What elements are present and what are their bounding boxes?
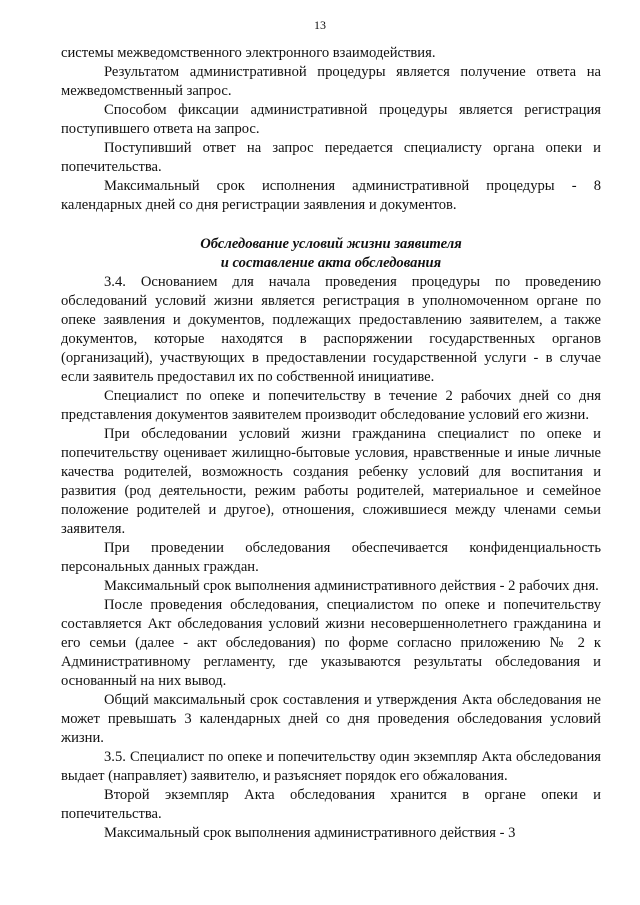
paragraph: Второй экземпляр Акта обследования хранится в органе опеки и попечительства. — [61, 787, 601, 822]
paragraph: Максимальный срок исполнения административной процедуры - 8 календарных дней со дня регистрации заявления и документов. — [61, 178, 601, 213]
paragraph: При обследовании условий жизни гражданина специалист по опеке и попечительству оценивает жилищно-бытовые условия, нравственные и иные личные качества родителей, возможность создания ребенку условий для воспитания и развития (род деятельности, режим работы родителей, материальное и семейное положение родителей и другое), отношения, сложившиеся между членами семьи заявителя. — [61, 426, 601, 537]
paragraph: Результатом административной процедуры является получение ответа на межведомственный запрос. — [61, 64, 601, 99]
section-heading-line: и составление акта обследования — [220, 255, 442, 271]
paragraph: 3.5. Специалист по опеке и попечительству один экземпляр Акта обследования выдает (направляет) заявителю, и разъясняет порядок его обжалования. — [61, 749, 601, 784]
paragraph: Поступивший ответ на запрос передается специалисту органа опеки и попечительства. — [61, 140, 601, 175]
section-heading — [61, 235, 601, 273]
paragraph: системы межведомственного электронного взаимодействия. — [61, 45, 436, 61]
paragraph: При проведении обследования обеспечивается конфиденциальность персональных данных граждан. — [61, 540, 601, 575]
paragraph: Максимальный срок выполнения административного действия - 2 рабочих дня. — [104, 578, 599, 594]
paragraph: Максимальный срок выполнения административного действия - 3 — [104, 825, 516, 841]
document-body — [61, 44, 601, 843]
page-number: 13 — [314, 18, 326, 32]
section-heading-line: Обследование условий жизни заявителя — [200, 236, 462, 252]
paragraph: После проведения обследования, специалистом по опеке и попечительству составляется Акт обследования условий жизни несовершеннолетнего гражданина и его семьи (далее - акт обследования) по форме согласно приложению № 2 к Административному регламенту, где указываются результаты обследования и основанный на них вывод. — [61, 597, 601, 689]
paragraph: 3.4. Основанием для начала проведения процедуры по проведению обследований условий жизни является регистрация в уполномоченном органе по опеке заявления и документов, подлежащих предоставлению заявителем, а также документов, которые находятся в распоряжении государственных органов (организаций), участвующих в предоставлении государственной услуги - в случае если заявитель предоставил их по собственной инициативе. — [61, 274, 601, 385]
paragraph: Способом фиксации административной процедуры является регистрация поступившего ответа на запрос. — [61, 102, 601, 137]
paragraph: Общий максимальный срок составления и утверждения Акта обследования не может превышать 3 календарных дней со дня проведения обследования условий жизни. — [61, 692, 601, 746]
paragraph: Специалист по опеке и попечительству в течение 2 рабочих дней со дня представления документов заявителем производит обследование условий его жизни. — [61, 388, 601, 423]
